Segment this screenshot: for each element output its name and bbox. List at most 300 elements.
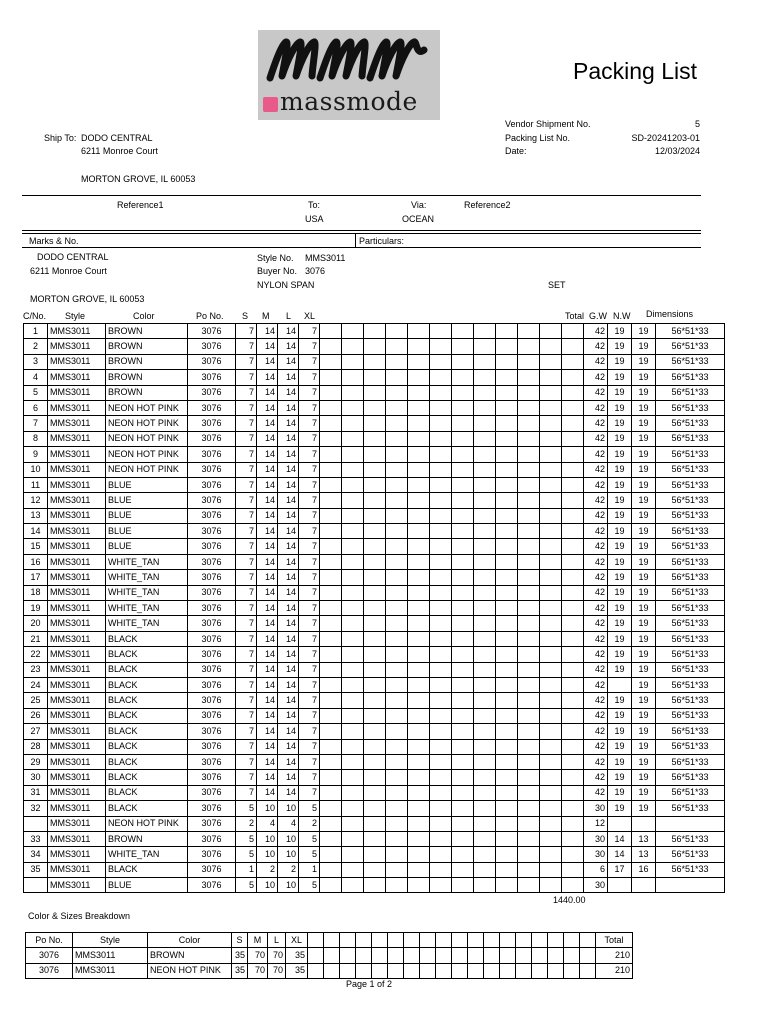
cell-l: 14 (278, 708, 299, 723)
cell-po: 3076 (188, 662, 236, 677)
cell-l: 10 (278, 878, 299, 893)
bd-cell-color: BROWN (148, 948, 232, 963)
cell-cno: 24 (24, 677, 48, 692)
table-row (24, 785, 725, 800)
table-row (24, 354, 725, 369)
cell-m: 14 (257, 662, 278, 677)
cell-empty (474, 770, 496, 785)
cell-empty (562, 477, 584, 492)
cell-dimensions: 56*51*33 (656, 508, 725, 523)
bd-cell-empty (532, 948, 548, 963)
cell-dimensions: 56*51*33 (656, 708, 725, 723)
cell-empty (320, 647, 342, 662)
cell-po: 3076 (188, 324, 236, 339)
cell-style: MMS3011 (48, 539, 106, 554)
cell-s: 7 (236, 554, 257, 569)
cell-gw (608, 677, 632, 692)
cell-l: 14 (278, 493, 299, 508)
cell-empty (540, 847, 562, 862)
cell-gw: 19 (608, 554, 632, 569)
cell-gw: 19 (608, 601, 632, 616)
cell-xl: 7 (299, 554, 320, 569)
cell-nw: 19 (632, 585, 656, 600)
cell-xl: 7 (299, 370, 320, 385)
cell-empty (562, 816, 584, 831)
cell-cno: 7 (24, 416, 48, 431)
cell-gw: 19 (608, 724, 632, 739)
cell-po: 3076 (188, 339, 236, 354)
cell-l: 14 (278, 554, 299, 569)
cell-empty (386, 816, 408, 831)
cell-empty (342, 554, 364, 569)
bd-cell-empty (356, 948, 372, 963)
cell-style: MMS3011 (48, 431, 106, 446)
cell-color: NEON HOT PINK (106, 400, 188, 415)
cell-empty (408, 862, 430, 877)
cell-gw: 19 (608, 616, 632, 631)
cell-empty (496, 754, 518, 769)
cell-empty (452, 647, 474, 662)
cell-empty (540, 539, 562, 554)
cell-empty (320, 878, 342, 893)
cell-empty (430, 570, 452, 585)
cell-total: 42 (584, 416, 608, 431)
cell-color: BLACK (106, 631, 188, 646)
cell-empty (386, 585, 408, 600)
cell-empty (342, 677, 364, 692)
cell-s: 7 (236, 416, 257, 431)
cell-nw: 19 (632, 739, 656, 754)
bd-cell-empty (308, 963, 324, 978)
cell-empty (496, 831, 518, 846)
cell-color: BLACK (106, 677, 188, 692)
cell-empty (518, 508, 540, 523)
cell-empty (320, 662, 342, 677)
cell-empty (320, 554, 342, 569)
bd-cell-empty (564, 963, 580, 978)
cell-color: NEON HOT PINK (106, 431, 188, 446)
bd-cell-s: 35 (232, 963, 248, 978)
cell-empty (408, 878, 430, 893)
cell-m: 14 (257, 708, 278, 723)
cell-empty (430, 493, 452, 508)
cell-cno (24, 878, 48, 893)
cell-empty (408, 616, 430, 631)
cell-l: 14 (278, 724, 299, 739)
cell-color: WHITE_TAN (106, 616, 188, 631)
cell-empty (496, 677, 518, 692)
cell-style: MMS3011 (48, 754, 106, 769)
cell-empty (408, 400, 430, 415)
bd-cell-empty (452, 963, 468, 978)
cell-empty (474, 631, 496, 646)
table-row (24, 339, 725, 354)
cell-gw: 19 (608, 754, 632, 769)
cell-empty (496, 493, 518, 508)
bd-cell-m: 70 (248, 948, 268, 963)
cell-nw: 19 (632, 539, 656, 554)
cell-cno: 33 (24, 831, 48, 846)
table-row (24, 431, 725, 446)
bd-cell-empty (500, 963, 516, 978)
cell-empty (342, 370, 364, 385)
cell-color: BLACK (106, 862, 188, 877)
cell-empty (408, 385, 430, 400)
cell-empty (386, 847, 408, 862)
cell-l: 14 (278, 770, 299, 785)
cell-empty (430, 524, 452, 539)
col-header-nw: N.W (613, 311, 631, 321)
cell-empty (408, 570, 430, 585)
cell-cno (24, 816, 48, 831)
cell-total: 42 (584, 616, 608, 631)
cell-empty (474, 616, 496, 631)
cell-m: 14 (257, 416, 278, 431)
table-row (24, 400, 725, 415)
cell-empty (408, 416, 430, 431)
cell-gw: 19 (608, 354, 632, 369)
cell-empty (430, 508, 452, 523)
cell-l: 14 (278, 677, 299, 692)
cell-gw: 19 (608, 631, 632, 646)
cell-s: 7 (236, 354, 257, 369)
cell-empty (496, 447, 518, 462)
cell-xl: 2 (299, 816, 320, 831)
cell-cno: 30 (24, 770, 48, 785)
cell-dimensions: 56*51*33 (656, 831, 725, 846)
cell-total: 42 (584, 400, 608, 415)
cell-po: 3076 (188, 524, 236, 539)
cell-s: 7 (236, 462, 257, 477)
cell-total: 42 (584, 370, 608, 385)
cell-empty (496, 601, 518, 616)
cell-cno: 20 (24, 616, 48, 631)
cell-empty (496, 570, 518, 585)
cell-nw: 19 (632, 385, 656, 400)
cell-cno: 26 (24, 708, 48, 723)
cell-style: MMS3011 (48, 508, 106, 523)
cell-gw: 14 (608, 847, 632, 862)
cell-po: 3076 (188, 816, 236, 831)
cell-nw: 19 (632, 400, 656, 415)
cell-m: 14 (257, 477, 278, 492)
cell-empty (452, 493, 474, 508)
cell-empty (562, 662, 584, 677)
cell-po: 3076 (188, 385, 236, 400)
cell-empty (364, 524, 386, 539)
cell-empty (364, 739, 386, 754)
cell-empty (452, 539, 474, 554)
cell-empty (408, 662, 430, 677)
cell-dimensions: 56*51*33 (656, 493, 725, 508)
cell-empty (408, 324, 430, 339)
breakdown-table (25, 932, 633, 979)
bd-header-xl: XL (286, 933, 308, 948)
cell-empty (474, 847, 496, 862)
cell-empty (364, 585, 386, 600)
cell-empty (320, 708, 342, 723)
col-header-style: Style (65, 311, 86, 321)
cell-empty (364, 324, 386, 339)
cell-empty (320, 539, 342, 554)
cell-empty (562, 354, 584, 369)
cell-empty (430, 585, 452, 600)
cell-empty (386, 400, 408, 415)
cell-empty (518, 677, 540, 692)
cell-empty (452, 878, 474, 893)
cell-empty (540, 416, 562, 431)
cell-s: 7 (236, 616, 257, 631)
cell-empty (562, 831, 584, 846)
cell-empty (562, 770, 584, 785)
cell-empty (430, 754, 452, 769)
cell-color: BROWN (106, 831, 188, 846)
cell-empty (540, 354, 562, 369)
cell-total: 42 (584, 570, 608, 585)
bd-cell-po: 3076 (26, 948, 73, 963)
cell-po: 3076 (188, 677, 236, 692)
cell-l: 14 (278, 324, 299, 339)
cell-nw: 19 (632, 570, 656, 585)
bd-cell-empty (468, 963, 484, 978)
cell-s: 7 (236, 693, 257, 708)
cell-style: MMS3011 (48, 385, 106, 400)
cell-dimensions: 56*51*33 (656, 585, 725, 600)
cell-gw: 19 (608, 400, 632, 415)
cell-dimensions: 56*51*33 (656, 339, 725, 354)
cell-empty (386, 354, 408, 369)
cell-color: WHITE_TAN (106, 570, 188, 585)
cell-empty (474, 693, 496, 708)
cell-empty (562, 508, 584, 523)
cell-empty (342, 477, 364, 492)
cell-m: 14 (257, 339, 278, 354)
cell-empty (474, 878, 496, 893)
cell-empty (386, 462, 408, 477)
cell-m: 10 (257, 847, 278, 862)
cell-empty (518, 370, 540, 385)
cell-empty (518, 554, 540, 569)
cell-empty (386, 601, 408, 616)
cell-empty (452, 754, 474, 769)
cell-style: MMS3011 (48, 524, 106, 539)
cell-nw (632, 878, 656, 893)
cell-empty (496, 585, 518, 600)
cell-empty (474, 662, 496, 677)
cell-color: WHITE_TAN (106, 601, 188, 616)
packing-list-no-value: SD-20241203-01 (631, 133, 700, 143)
cell-m: 14 (257, 570, 278, 585)
cell-empty (408, 539, 430, 554)
cell-nw: 19 (632, 554, 656, 569)
breakdown-header-row (26, 933, 633, 948)
cell-l: 14 (278, 431, 299, 446)
cell-gw: 19 (608, 324, 632, 339)
cell-l: 10 (278, 831, 299, 846)
cell-gw: 19 (608, 370, 632, 385)
cell-empty (562, 677, 584, 692)
cell-l: 14 (278, 462, 299, 477)
cell-m: 2 (257, 862, 278, 877)
cell-empty (518, 339, 540, 354)
cell-empty (364, 770, 386, 785)
cell-total: 42 (584, 647, 608, 662)
cell-empty (540, 339, 562, 354)
cell-po: 3076 (188, 554, 236, 569)
cell-empty (518, 585, 540, 600)
cell-empty (364, 677, 386, 692)
cell-style: MMS3011 (48, 831, 106, 846)
bd-cell-empty (420, 948, 436, 963)
cell-po: 3076 (188, 647, 236, 662)
cell-s: 7 (236, 524, 257, 539)
cell-empty (320, 400, 342, 415)
cell-nw: 19 (632, 493, 656, 508)
cell-l: 14 (278, 754, 299, 769)
cell-empty (452, 462, 474, 477)
cell-empty (496, 477, 518, 492)
cell-empty (452, 677, 474, 692)
cell-empty (342, 354, 364, 369)
cell-empty (540, 662, 562, 677)
cell-s: 1 (236, 862, 257, 877)
cell-empty (474, 724, 496, 739)
cell-empty (474, 431, 496, 446)
cell-empty (342, 585, 364, 600)
cell-empty (430, 770, 452, 785)
cell-cno: 17 (24, 570, 48, 585)
fabric: NYLON SPAN (257, 280, 315, 290)
cell-xl: 7 (299, 493, 320, 508)
cell-l: 14 (278, 570, 299, 585)
cell-po: 3076 (188, 693, 236, 708)
cell-po: 3076 (188, 862, 236, 877)
cell-empty (452, 601, 474, 616)
cell-xl: 7 (299, 616, 320, 631)
col-header-s: S (242, 311, 249, 321)
cell-empty (474, 477, 496, 492)
table-row (24, 477, 725, 492)
cell-empty (496, 416, 518, 431)
cell-empty (364, 631, 386, 646)
cell-cno: 19 (24, 601, 48, 616)
cell-empty (518, 477, 540, 492)
cell-empty (518, 416, 540, 431)
cell-style: MMS3011 (48, 785, 106, 800)
cell-empty (540, 878, 562, 893)
cell-empty (518, 862, 540, 877)
cell-empty (386, 477, 408, 492)
cell-empty (430, 416, 452, 431)
cell-empty (452, 847, 474, 862)
cell-gw (608, 878, 632, 893)
cell-empty (474, 524, 496, 539)
table-row (24, 677, 725, 692)
cell-gw: 19 (608, 416, 632, 431)
cell-empty (342, 524, 364, 539)
cell-empty (474, 385, 496, 400)
cell-dimensions: 56*51*33 (656, 647, 725, 662)
cell-style: MMS3011 (48, 339, 106, 354)
table-row (24, 462, 725, 477)
cell-style: MMS3011 (48, 801, 106, 816)
cell-empty (342, 739, 364, 754)
cell-empty (518, 801, 540, 816)
cell-empty (342, 385, 364, 400)
table-row (24, 447, 725, 462)
cell-nw: 19 (632, 508, 656, 523)
cell-empty (562, 862, 584, 877)
cell-xl: 7 (299, 539, 320, 554)
cell-m: 14 (257, 677, 278, 692)
cell-po: 3076 (188, 493, 236, 508)
cell-xl: 7 (299, 693, 320, 708)
cell-nw: 19 (632, 477, 656, 492)
col-header-po: Po No. (196, 311, 224, 321)
table-row (24, 647, 725, 662)
table-row (24, 816, 725, 831)
cell-dimensions: 56*51*33 (656, 631, 725, 646)
cell-empty (562, 493, 584, 508)
bd-cell-empty (484, 948, 500, 963)
cell-style: MMS3011 (48, 724, 106, 739)
to-label: To: (308, 200, 321, 210)
cell-empty (364, 616, 386, 631)
bd-cell-empty (388, 963, 404, 978)
bd-header-s: S (232, 933, 248, 948)
cell-empty (342, 570, 364, 585)
cell-gw: 19 (608, 462, 632, 477)
cell-empty (408, 508, 430, 523)
cell-nw: 19 (632, 524, 656, 539)
cell-color: BLACK (106, 801, 188, 816)
cell-empty (320, 324, 342, 339)
cell-empty (364, 385, 386, 400)
cell-style: MMS3011 (48, 493, 106, 508)
cell-empty (408, 801, 430, 816)
col-header-m: M (262, 311, 270, 321)
cell-empty (540, 370, 562, 385)
cell-xl: 7 (299, 400, 320, 415)
bd-cell-l: 70 (268, 948, 286, 963)
cell-cno: 21 (24, 631, 48, 646)
cell-s: 5 (236, 878, 257, 893)
cell-empty (430, 693, 452, 708)
cell-empty (408, 847, 430, 862)
cell-empty (386, 647, 408, 662)
cell-m: 14 (257, 739, 278, 754)
cell-empty (320, 416, 342, 431)
cell-po: 3076 (188, 508, 236, 523)
cell-empty (452, 770, 474, 785)
cell-empty (540, 493, 562, 508)
cell-total: 42 (584, 539, 608, 554)
bd-cell-empty (532, 963, 548, 978)
cell-color: BLACK (106, 693, 188, 708)
cell-nw: 19 (632, 677, 656, 692)
cell-empty (474, 493, 496, 508)
cell-empty (496, 724, 518, 739)
bd-cell-empty (372, 963, 388, 978)
divider (22, 247, 701, 248)
table-row (24, 601, 725, 616)
cell-po: 3076 (188, 539, 236, 554)
cell-nw: 19 (632, 754, 656, 769)
cell-po: 3076 (188, 831, 236, 846)
cell-cno: 28 (24, 739, 48, 754)
cell-s: 7 (236, 477, 257, 492)
cell-gw: 19 (608, 570, 632, 585)
